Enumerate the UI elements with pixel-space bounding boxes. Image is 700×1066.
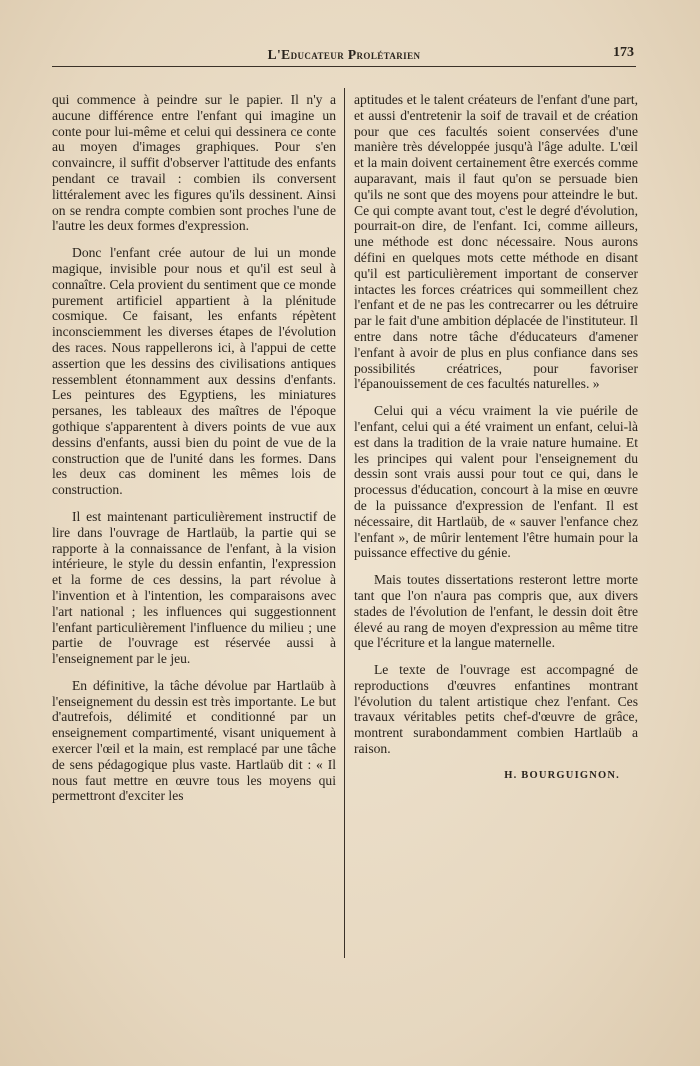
right-paragraph-3: Mais toutes dissertations resteront lettre morte tant que l'on n'aura pas compris que, aux divers stades de l'évolution de l'enfant, le dessin doit être élevé au rang de moyen d'expression au même titre que l'écriture et la langue maternelle.	[354, 572, 638, 651]
right-paragraph-1: aptitudes et le talent créateurs de l'enfant d'une part, et aussi d'entretenir la soif de travail et de création pour que ces facultés soient conservées d'une manière très développée jusqu'à l'âge adulte. L'œil et la main doivent certainement être exercés comme auparavant, mais il faut qu'on se persuade bien qu'ils ne sont que des moyens pour atteindre le but. Ce qui compte avant tout, c'est le degré d'évolution, pourrait-on dire, de l'enfant. Ici, comme ailleurs, une méthode est donc nécessaire. Nous aurons défini en quelques mots cette méthode en disant qu'il est particulièrement important de conserver intactes les forces créatrices qui sommeillent chez l'enfant et de ne pas les contrecarrer ou les détruire par le fait d'une ambition déplacée de l'instituteur. Il entre dans notre tâche d'éducateurs d'amener l'enfant à avoir de plus en plus confiance dans ses possibilités créatrices, pour favoriser l'épanouissement de ces facultés naturelles. »	[354, 92, 638, 392]
left-paragraph-3: Il est maintenant particulièrement instructif de lire dans l'ouvrage de Hartlaüb, la partie qui se rapporte à la connaissance de l'enfant, à la vision intérieure, le style du dessin enfantin, l'expression et la forme de ces dessins, la part révolue à l'invention et à l'intention, les comparaisons avec l'art national ; les influences qui suggestionnent l'enfant particulièrement l'influence du milieu ; une partie de l'ouvrage est réservée aussi à l'enseignement par le jeu.	[52, 508, 336, 667]
journal-title: L'Educateur Prolétarien	[267, 47, 421, 62]
left-paragraph-2: Donc l'enfant crée autour de lui un monde magique, invisible pour nous et qu'il est seul à connaître. Cela provient du sentiment que ce monde purement artificiel appartient à la plénitude cosmique. Ce faisant, les enfants répètent inconsciemment les diverses étapes de l'évolution des races. Nous rappellerons ici, à l'appui de cette assertion que les dessins des civilisations antiques ressemblent étonnamment aux dessins d'enfants. Les peintures des Egyptiens, les miniatures persanes, les tableaux des maîtres de l'époque gothique s'apparentent à divers points de vue aux dessins d'enfants, aussi bien du point de vue de la construction que de l'unité dans les formes. Dans les deux cas dominent les mêmes lois de construction.	[52, 245, 336, 498]
right-column	[354, 92, 638, 784]
page-number: 173	[613, 45, 634, 60]
running-header	[52, 40, 636, 67]
right-paragraph-4: Le texte de l'ouvrage est accompagné de reproductions d'œuvres enfantines montrant l'évolution du talent artistique chez l'enfant. Ces travaux véritables petits chef-d'œuvre de grâce, montrent surabondamment combien Hartlaüb a raison.	[354, 662, 638, 757]
left-paragraph-1: qui commence à peindre sur le papier. Il n'y a aucune différence entre l'enfant qui imagine un conte pour lui-même et celui qui dessinera ce conte au moyen d'images graphiques. Pour s'en convaincre, il suffit d'observer l'attitude des enfants pendant ce travail : combien ils conversent littéralement avec les figures qu'ils dessinent. Ainsi on se rendra compte combien sont proches l'une de l'autre les deux formes d'expression.	[52, 92, 336, 234]
right-paragraph-2: Celui qui a vécu vraiment la vie puérile de l'enfant, celui qui a été vraiment un enfant, celui-là est dans la tradition de la vraie nature humaine. Et les principes qui valent pour l'enseignement du dessin sont vrais aussi pour tout ce qui, dans le processus d'éducation, concourt à la mise en œuvre de la puissance d'expression de l'enfant. Il est nécessaire, dit Hartlaüb, de « sauver l'enfance chez l'enfant », de mûrir lentement l'être humain pour la puissance effective du génie.	[354, 403, 638, 561]
column-divider	[344, 88, 345, 958]
left-column	[52, 92, 336, 815]
author-signature: H. BOURGUIGNON.	[504, 769, 620, 781]
left-paragraph-4: En définitive, la tâche dévolue par Hartlaüb à l'enseignement du dessin est très importante. Le but d'autrefois, délimité et conditionné par un enseignement compartimenté, visant uniquement à exercer l'œil et la main, est remplacé par une tâche de sens pédagogique plus vaste. Hartlaüb dit : « Il nous faut mettre en œuvre tous les moyens qui permettront d'exciter les	[52, 677, 336, 804]
